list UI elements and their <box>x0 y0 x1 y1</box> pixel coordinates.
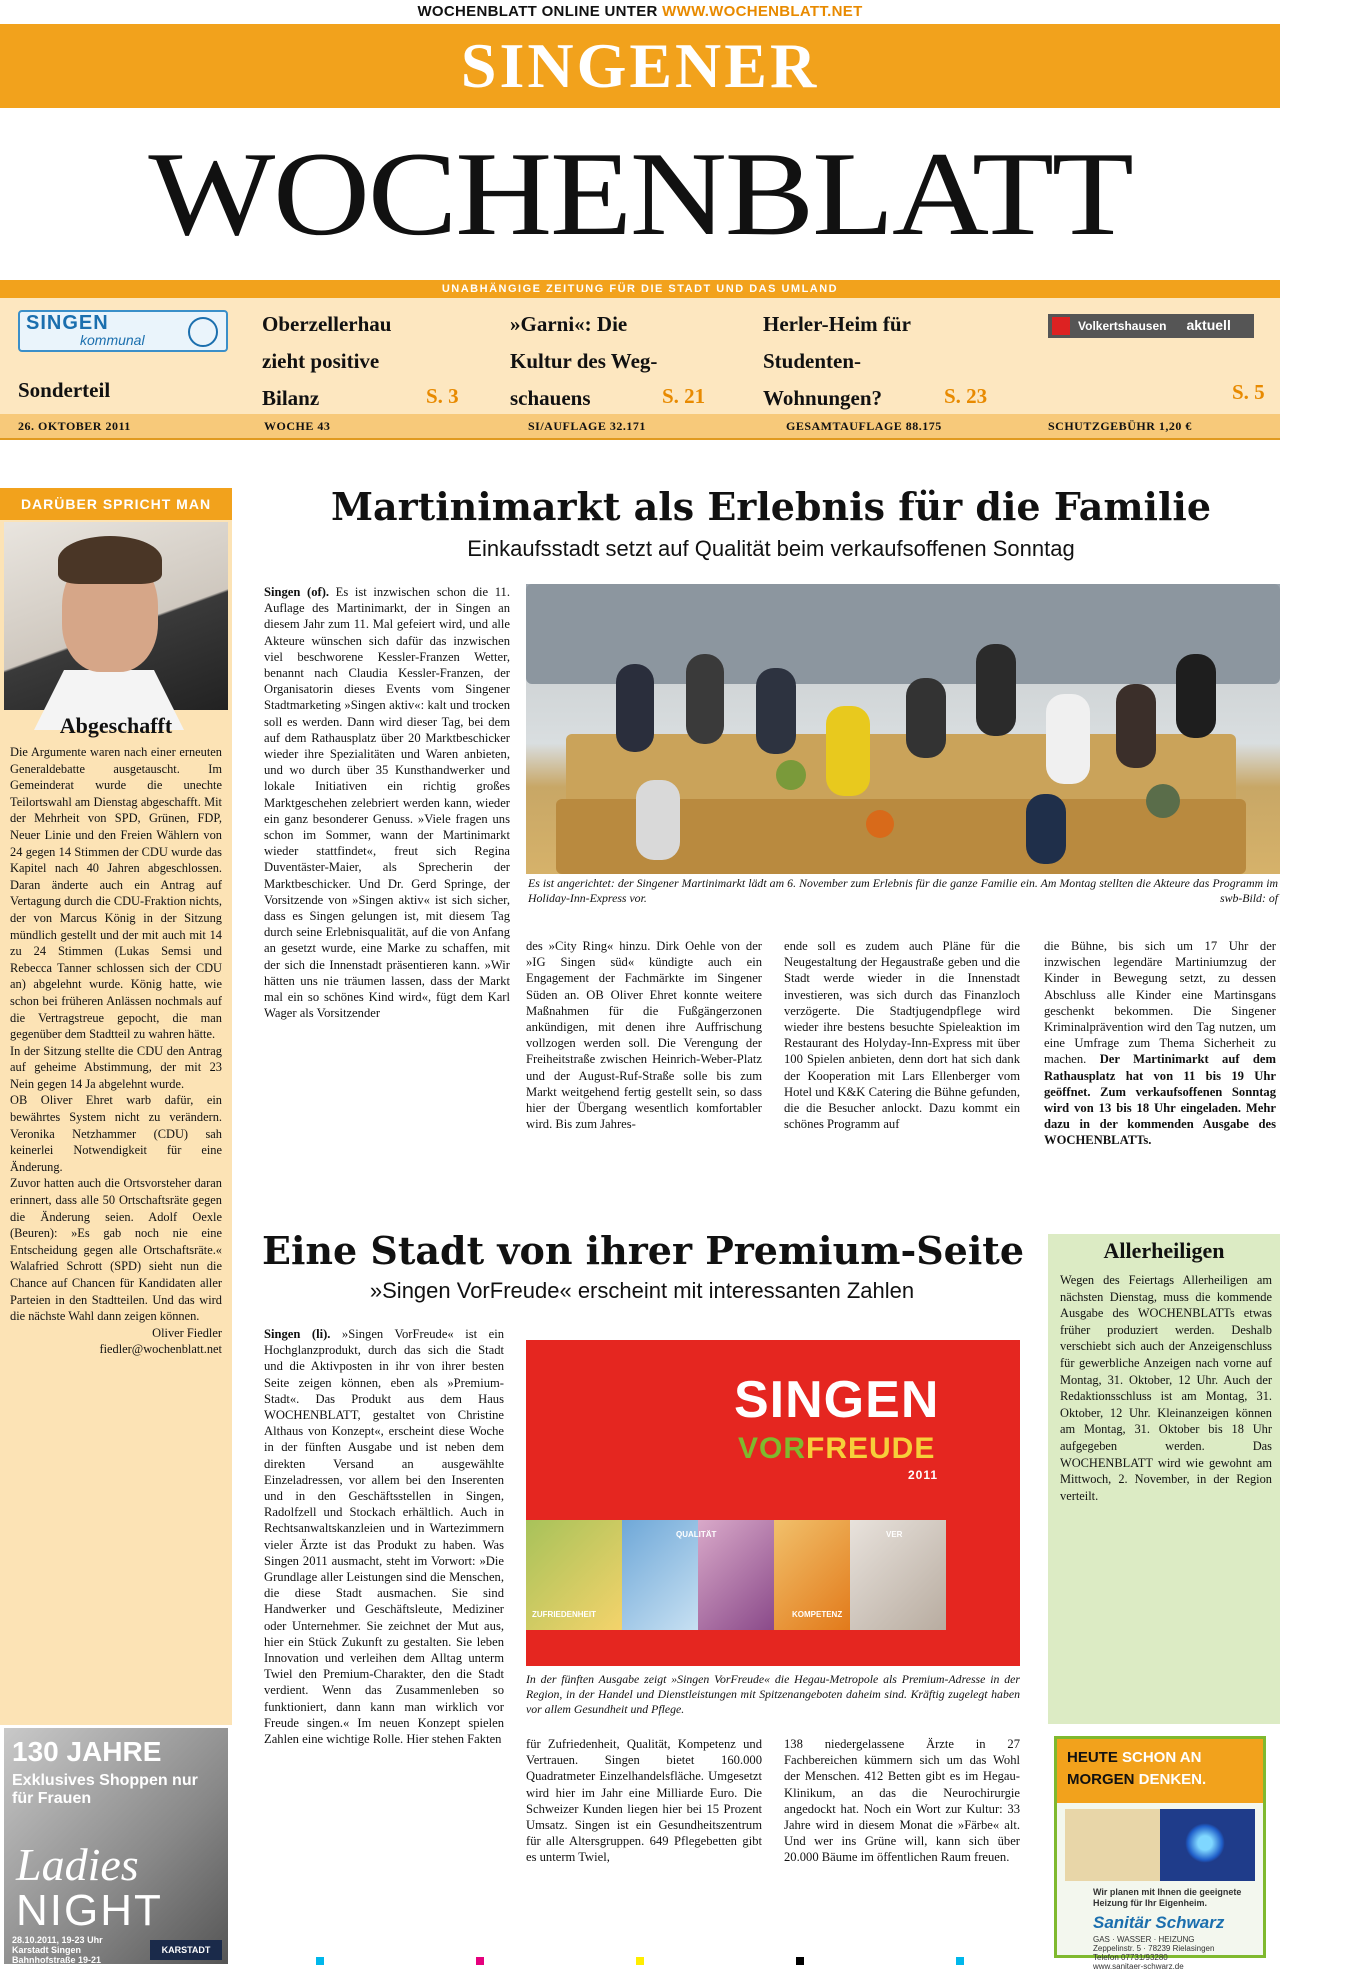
globe-icon <box>188 317 218 347</box>
issue-info-bar <box>0 414 1280 440</box>
allerheiligen-text: Wegen des Feiertags Allerheiligen am nächsten Dienstag, muss die kommende Ausgabe des WOCHENBLATTs etwas früher produziert werden. Deshalb verschiebt sich auch der Anzeigenschluss für gewerbliche Anzeigen nach vorne auf Montag, 31. Oktober, 12 Uhr. Auch der Redaktionsschluss ist am Montag, 31. Oktober, 12 Uhr. Kleinanzeigen können am Montag, 31. Oktober bis 18 Uhr aufgegeben werden. Das WOCHENBLATT wird wie gewohnt am Mittwoch, 2. November, in der Region verteilt. <box>1060 1273 1272 1503</box>
karstadt-ladies-night-ad[interactable]: 130 JAHRE Exklusives Shoppen nur für Frauen Ladies NIGHT 28.10.2011, 19-23 Uhr Karstadt Singen Bahnhofstraße 19-21 78224 Singen KARSTADT <box>4 1728 228 1964</box>
online-line: WOCHENBLATT ONLINE UNTER WWW.WOCHENBLATT.NET <box>417 3 863 20</box>
allerheiligen-title: Allerheiligen <box>1103 1238 1225 1263</box>
author-portrait <box>4 522 228 710</box>
article1-photo-caption: Es ist angerichtet: der Singener Martinimarkt lädt am 6. November zum Erlebnis für die ganze Familie ein. Am Montag stellten die Akteure das Programm im Holiday-Inn-Express vor. swb-Bild: of <box>528 876 1278 905</box>
sonderteil-label: Sonderteil <box>18 378 111 402</box>
teaser-2-page: S. 21 <box>662 384 706 408</box>
sanitaer-schwarz-ad[interactable]: HEUTE SCHON AN MORGEN DENKEN. Wir planen mit Ihnen die geeignete Heizung für Ihr Eigenheim. Sanitär Schwarz GAS · WASSER · HEIZUNG Zeppelinstr. 5 · 78239 Rielasingen Telefon 07731/93280 www.sanitaer-schwarz.de <box>1054 1736 1266 1958</box>
registration-mark <box>316 1957 324 1965</box>
ad-heating-image <box>1065 1809 1255 1881</box>
sidebar-text: Die Argumente waren nach einer erneuten Generaldebatte ausgetauscht. Im Gemeinderat wurde die unechte Teilortswahl am Dienstag abgeschafft. Mit der Mehrheit von SPD, Grünen, FDP, Neuer Linie und den Freien Wählern von 24 gegen 14 Stimmen der CDU wurde das Kapitel nach 40 Jahren abgeschlossen. Daran änderte auch ein Antrag auf Vertagung durch die CDU-Fraktion nichts, der von Marcus König in der Sitzung mündlich gestellt und der mit auch mit 14 zu 24 Stimmen (Lukas Semsi und Rebecca Tanner schlossen sich der CDU an) abgelehnt wurde. König hatte, wie schon bei früheren Anlässen nochmals auf die Vertragstreue gepocht, die man gegenüber dem Stadtteil zu wahren hätte. In der Sitzung stellte die CDU den Antrag auf geheime Abstimmung, der mit 23 Nein gegen 14 Ja abgelehnt wurde. OB Oliver Ehret warb dafür, ein bewährtes System nicht zu verändern. Veronika Netzhammer (CDU) sah keinerlei Notwendigkeit für eine Änderung. Zuvor hatten auch die Ortsvorsteher daran erinnert, dass alle 50 Ortschaftsräte gegen die Änderung seien. Adolf Oexle (Beuren): »Es gab noch nie eine Entscheidung gegen alle Ortschaftsräte.« Walafried Schrott (SPD) sieht nun die Chance auf Chancen für Kandidaten aller Parteien in den Stadtteilen. Und das wird die nächste Wahl dann zeigen können. Oliver Fiedler fiedler@wochenblatt.net <box>10 745 222 1357</box>
article2-col1: Singen (li). »Singen VorFreude« ist ein Hochglanzprodukt, durch das sich die Stadt und die Aktivposten in ihr von ihrer besten Seite zeigen können, eben als »Premium-Stadt«. Das Produkt aus dem Haus WOCHENBLATT, gestaltet von Christine Althaus von Konzept«, erscheint diese Woche in der fünften Ausgabe und ist neben dem direkten Versand an ausgewählte Einzeladressen, vor allem bei den Inserenten und in den Geschäftsstellen in Singen, Radolfzell und Stockach erhältlich. Auch in Rechtsanwaltskanzleien und in Wartezimmern vieler Ärzte ist das Produkt zu haben. Was Singen 2011 ausmacht, steht im Vorwort: »Die Grundlage aller Leistungen sind die Menschen, die diese Stadt ausmachen. Sie sind Handwerker und Geschäftsleute, Mediziner oder Unternehmer. Sie zeichnet der Mut aus, hier ein Stück Zukunft zu gestalten. Sie leben Innovation und verleihen dem Alltag unterm Twiel den Premium-Charakter, den die Stadt verdient. Wenn das Zusammenleben so funktioniert, dann kann man wirklich vor Freude singen.« Im neuen Konzept spielen Zahlen eine wichtige Rolle. Hier stehen Fakten <box>264 1327 504 1747</box>
website-link[interactable]: WWW.WOCHENBLATT.NET <box>662 3 863 20</box>
sidebar-title: Abgeschafft <box>59 713 173 738</box>
masthead-top: SINGENER <box>0 24 1280 108</box>
article2-col2: für Zufriedenheit, Qualität, Kompetenz und Vertrauen. Singen bietet 160.000 Quadratmeter Einzelhandelsfläche. Umgesetzt wird hier im Jahr eine Milliarde Euro. Die Schweizer Kunden liegen hier bei 15 Prozent Umsatz. Singen ist ein Gesundheitszentrum für alle Altersgruppen. 649 Pflegebetten gibt es unterm Twiel, <box>526 1737 762 1865</box>
issue-gesamtauflage: GESAMTAUFLAGE 88.175 <box>786 419 942 433</box>
tagline: UNABHÄNGIGE ZEITUNG FÜR DIE STADT UND DAS UMLAND <box>0 280 1280 298</box>
article2-caption: In der fünften Ausgabe zeigt »Singen VorFreude« die Hegau-Metropole als Premium-Adresse in der Region, in der Handel und Dienstleistungen mit Spitzenangeboten daheim sind. Kräftig zugelegt haben vor allem Gesundheit und Pflege. <box>526 1672 1020 1716</box>
issue-week: WOCHE 43 <box>264 419 331 433</box>
karstadt-logo: KARSTADT <box>150 1940 222 1960</box>
teaser-2[interactable]: »Garni«: Die Kultur des Weg- schauens <box>510 312 658 410</box>
sidebar-email[interactable]: fiedler@wochenblatt.net <box>99 1342 222 1357</box>
sanitaer-schwarz-logo: Sanitär Schwarz <box>1093 1913 1225 1932</box>
martinimarkt-group-photo <box>526 584 1280 874</box>
article1-col1: Singen (of). Es ist inzwischen schon die 11. Auflage des Martinimarkt, der in Singen an diesem Jahr zum 11. Mal gefeiert wird, und alle Akteure wünschen sich dafür das inzwischen viel beschworene Kessler-Franzen Wetter, benannt nach Claudia Kessler-Franzen, der Organisatorin dieses Events vom Singener Stadtmarketing »Singen aktiv«: kalt und trocken soll es werden. Dann wird dieser Tag, bei dem auf dem Rathausplatz über 20 Marktbeschicker wieder ihre Spezialitäten und Waren anbieten, und wo durch über 35 Kunsthandwerker und lokale Initiativen ein richtig großes Marktgeschehen zelebriert werden kann, wieder ein ganz besonderer Genuss. »Viele fragen uns schon im Sommer, wann der Martinimarkt wieder stattfindet«, freut sich Regina Duventäster-Maier, als Sprecherin der Marktbeschicker. Und Dr. Gerd Springe, der Vorsitzende von »Singen aktiv« ist sich sicher, dass es Singen gelungen ist, mit diesem Tag durch seine Erlebnisqualität, auf die von Anfang an gesetzt wurde, eine Marke zu schaffen, mit der sich die Innenstadt präsentieren kann. »Wir hätten uns nie träumen lassen, dass der Markt mal ein so schönes Kind wird«, fügt dem Karl Wager als Vorsitzender <box>264 585 510 1021</box>
teaser-1-page: S. 3 <box>426 384 459 408</box>
sidebar-heading: DARÜBER SPRICHT MAN <box>0 488 232 520</box>
volkertshausen-aktuell-logo[interactable]: Volkertshausen aktuell <box>1048 314 1254 338</box>
sidebar-author: Oliver Fiedler <box>152 1325 222 1340</box>
article1-col4: die Bühne, bis sich um 17 Uhr der inzwischen legendäre Martiniumzug der Kinder in Bewegung setzt, zu dessen Abschluss alle Kinder eine Martinsgans geschenkt bekommen. Die Singener Kriminalprävention wird den Tag nutzen, um eine Umfrage zum Thema Sicherheit zu machen. Der Martinimarkt auf dem Rathausplatz hat von 11 bis 19 Uhr geöffnet. Zum verkaufsoffenen Sonntag wird von 13 bis 18 Uhr eingeladen. Mehr dazu in der kommenden Ausgabe des WOCHENBLATTs. <box>1044 939 1276 1148</box>
article2-headline[interactable]: Eine Stadt von ihrer Premium-Seite <box>262 1228 1025 1273</box>
article1-headline[interactable]: Martinimarkt als Erlebnis für die Familie <box>330 484 1212 529</box>
masthead-title: WOCHENBLATT <box>148 127 1132 260</box>
article1-subline: Einkaufsstadt setzt auf Qualität beim verkaufsoffenen Sonntag <box>467 536 1075 561</box>
registration-mark <box>476 1957 484 1965</box>
singen-vorfreude-cover: SINGEN VORFREUDE 2011 QUALITÄT ZUFRIEDENHEIT KOMPETENZ VER <box>526 1340 1020 1666</box>
teaser-3[interactable]: Herler-Heim für Studenten- Wohnungen? <box>763 312 911 410</box>
article2-subline: »Singen VorFreude« erscheint mit interessanten Zahlen <box>369 1278 915 1303</box>
teaser-3-page: S. 23 <box>944 384 988 408</box>
issue-date: 26. OKTOBER 2011 <box>18 419 131 433</box>
teaser-4-page: S. 5 <box>1232 380 1265 404</box>
issue-price: SCHUTZGEBÜHR 1,20 € <box>1048 419 1192 433</box>
article2-col3: 138 niedergelassene Ärzte in 27 Fachbereichen kümmern sich um das Wohl der Menschen. 412 Betten gibt es im Hegau-Klinikum, an das die Neurochirurgie angedockt hat. Noch ein Wort zur Kultur: 33 Jahre wird in diesem Monat die »Färbe« alt. Und wer ins Grüne will, kann sich über 20.000 Bäume im öffentlichen Raum freuen. <box>784 1737 1020 1865</box>
issue-auflage: SI/AUFLAGE 32.171 <box>528 419 646 433</box>
teaser-1[interactable]: Oberzellerhau zieht positive Bilanz <box>262 312 392 410</box>
registration-mark <box>636 1957 644 1965</box>
singen-kommunal-logo[interactable]: SINGEN kommunal <box>18 310 228 352</box>
crest-icon <box>1052 317 1070 335</box>
article1-col3: ende soll es zudem auch Pläne für die Neugestaltung der Hegaustraße geben und die Stadt werde wieder in die Innenstadt investieren, was sich durch das Finanzloch verzögerte. Die Stadtjugendpflege wird wieder ihre bestens besuchte Spieleaktion im Restaurant des Holyday-Inn-Express mit über 100 Spielen anbieten, denn dort hat sich dank der Kooperation mit Lars Ellenberger vom Hotel und K&K Catering die Bühne gefunden, die die Besucher anlockt. Dazu kommt ein schönes Programm auf <box>784 939 1020 1132</box>
registration-mark <box>796 1957 804 1965</box>
article1-col2: des »City Ring« hinzu. Dirk Oehle von der »IG Singen süd« kündigte auch ein Engagement der Fachmärkte im Singener Süden an. OB Oliver Ehret konnte weitere Maßnahmen für die Fußgängerzonen ankündigen, mit denen ihre Auffrischung vollzogen werden soll. Die Verengung der Freiheitstraße zwischen Heinrich-Weber-Platz und der August-Ruf-Straße solle bis zum Markt weitgehend fertig gestellt sein, so dass hier der Übergang wesentlich komfortabler wird. Bis zum Jahres- <box>526 939 762 1132</box>
registration-mark <box>956 1957 964 1965</box>
gas-flame-icon <box>1185 1823 1225 1863</box>
